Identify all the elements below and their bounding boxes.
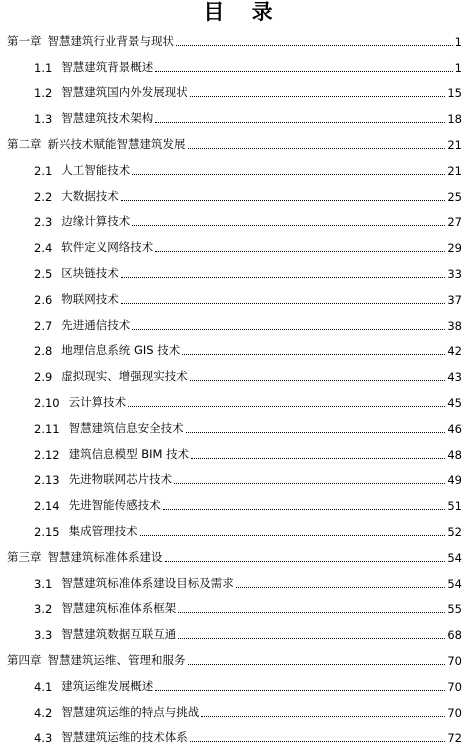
toc-page-number: 68 [447, 628, 462, 643]
toc-chapter-entry[interactable] [0, 131, 476, 157]
toc-entry-title: 边缘计算技术 [61, 214, 131, 229]
toc-section-entry[interactable] [0, 338, 476, 364]
toc-entry-number: 2.9 [34, 370, 53, 385]
toc-page-number: 45 [447, 395, 462, 410]
toc-entry-number: 2.10 [34, 395, 60, 410]
toc-entry-number: 2.8 [34, 344, 53, 359]
toc-page-number: 49 [447, 473, 462, 488]
toc-page-number: 70 [447, 679, 462, 694]
toc-dot-leader [190, 95, 446, 97]
toc-entry-number: 4.3 [34, 731, 53, 746]
toc-section-entry[interactable] [0, 183, 476, 209]
toc-entry-title: 智慧建筑标准体系建设目标及需求 [61, 575, 234, 590]
toc-title: 目 录 [203, 0, 283, 24]
toc-entry-number: 3.1 [34, 576, 53, 591]
toc-entry-number: 1.1 [34, 60, 53, 75]
toc-entry-title: 智慧建筑数据互联互通 [61, 627, 177, 642]
toc-entry-number: 2.13 [34, 473, 60, 488]
toc-entry-title: 智慧建筑标准体系框架 [61, 601, 177, 616]
toc-section-entry[interactable] [0, 286, 476, 312]
toc-entry-number: 第二章 [7, 136, 42, 151]
toc-entry-number: 1.3 [34, 112, 53, 127]
toc-page-number: 48 [447, 447, 462, 462]
toc-entry-number: 3.3 [34, 628, 53, 643]
toc-entry-number: 4.1 [34, 679, 53, 694]
toc-page-number: 33 [447, 266, 462, 281]
toc-entry-number: 4.2 [34, 705, 53, 720]
toc-section-entry[interactable] [0, 570, 476, 596]
toc-chapter-entry[interactable] [0, 28, 476, 54]
toc-entry-title: 智慧建筑标准体系建设 [47, 549, 163, 564]
toc-entry-title: 先进物联网芯片技术 [68, 472, 173, 487]
toc-section-entry[interactable] [0, 441, 476, 467]
toc-section-entry[interactable] [0, 234, 476, 260]
toc-section-entry[interactable] [0, 518, 476, 544]
toc-section-entry[interactable] [0, 105, 476, 131]
toc-entry-number: 2.2 [34, 189, 53, 204]
toc-page-number: 25 [447, 189, 462, 204]
toc-dot-leader [201, 715, 445, 717]
toc-section-entry[interactable] [0, 596, 476, 622]
toc-entry-title: 云计算技术 [68, 394, 127, 409]
toc-page-number: 1 [454, 34, 462, 49]
toc-entry-number: 2.14 [34, 499, 60, 514]
toc-entry-number: 2.6 [34, 292, 53, 307]
toc-entry-number: 2.7 [34, 318, 53, 333]
toc-entry-number: 2.12 [34, 447, 60, 462]
toc-section-entry[interactable] [0, 80, 476, 106]
toc-page-number: 1 [454, 60, 462, 75]
toc-section-entry[interactable] [0, 699, 476, 725]
toc-section-entry[interactable] [0, 415, 476, 441]
toc-dot-leader [174, 482, 445, 484]
toc-dot-leader [155, 121, 445, 123]
toc-entry-title: 智慧建筑技术架构 [61, 111, 154, 126]
toc-dot-leader [165, 560, 446, 562]
toc-page-number: 51 [447, 499, 462, 514]
toc-dot-leader [155, 689, 445, 691]
toc-page-number: 27 [447, 215, 462, 230]
toc-page-number: 72 [447, 731, 462, 746]
toc-dot-leader [132, 224, 445, 226]
toc-dot-leader [121, 302, 446, 304]
toc-entry-title: 软件定义网络技术 [61, 240, 154, 255]
toc-dot-leader [191, 457, 445, 459]
toc-dot-leader [132, 173, 445, 175]
toc-entry-title: 虚拟现实、增强现实技术 [61, 369, 188, 384]
toc-entry-title: 建筑信息模型 BIM 技术 [68, 446, 190, 461]
toc-entry-title: 区块链技术 [61, 265, 119, 280]
toc-page-number: 21 [447, 137, 462, 152]
toc-section-entry[interactable] [0, 389, 476, 415]
toc-entry-title: 智慧建筑运维、管理和服务 [47, 652, 186, 667]
toc-page-number: 52 [447, 524, 462, 539]
toc-page-number: 42 [447, 344, 462, 359]
toc-page-number: 21 [447, 163, 462, 178]
toc-dot-leader [190, 379, 446, 381]
toc-dot-leader [121, 199, 446, 201]
toc-entry-number: 3.2 [34, 602, 53, 617]
toc-dot-leader [236, 586, 446, 588]
toc-section-entry[interactable] [0, 312, 476, 338]
toc-entry-title: 智慧建筑运维的技术体系 [61, 730, 188, 745]
toc-entry-number: 2.11 [34, 421, 60, 436]
toc-entry-number: 2.4 [34, 241, 53, 256]
toc-dot-leader [190, 740, 446, 742]
toc-dot-leader [140, 534, 446, 536]
toc-section-entry[interactable] [0, 492, 476, 518]
toc-section-entry[interactable] [0, 621, 476, 647]
toc-section-entry[interactable] [0, 467, 476, 493]
toc-list [0, 28, 476, 750]
toc-page-number: 38 [447, 318, 462, 333]
toc-entry-number: 2.5 [34, 266, 53, 281]
toc-entry-number: 第一章 [7, 33, 42, 48]
toc-dot-leader [128, 405, 445, 407]
toc-entry-title: 智慧建筑背景概述 [61, 59, 154, 74]
toc-entry-title: 智慧建筑运维的特点与挑战 [61, 704, 200, 719]
toc-page-number: 15 [447, 86, 462, 101]
toc-entry-number: 2.3 [34, 215, 53, 230]
toc-section-entry[interactable] [0, 673, 476, 699]
toc-page-number: 70 [447, 705, 462, 720]
toc-dot-leader [155, 250, 445, 252]
toc-section-entry[interactable] [0, 725, 476, 750]
toc-page-number: 54 [447, 576, 462, 591]
toc-dot-leader [121, 276, 446, 278]
toc-section-entry[interactable] [0, 209, 476, 235]
toc-dot-leader [188, 147, 446, 149]
toc-page-number: 54 [447, 550, 462, 565]
toc-dot-leader [186, 431, 446, 433]
toc-page-number: 18 [447, 112, 462, 127]
toc-page-number: 55 [447, 602, 462, 617]
toc-entry-title: 物联网技术 [61, 291, 119, 306]
toc-dot-leader [163, 508, 446, 510]
toc-dot-leader [182, 353, 445, 355]
toc-entry-title: 地理信息系统 GIS 技术 [61, 343, 181, 358]
toc-entry-number: 2.15 [34, 524, 60, 539]
toc-entry-title: 先进通信技术 [61, 317, 131, 332]
toc-entry-title: 智慧建筑国内外发展现状 [61, 85, 188, 100]
toc-chapter-entry[interactable] [0, 647, 476, 673]
toc-page-number: 46 [447, 421, 462, 436]
toc-dot-leader [178, 637, 445, 639]
toc-page-number: 37 [447, 292, 462, 307]
toc-dot-leader [176, 44, 453, 46]
toc-entry-title: 人工智能技术 [61, 162, 131, 177]
toc-entry-title: 智慧建筑行业背景与现状 [47, 33, 174, 48]
toc-entry-number: 2.1 [34, 163, 53, 178]
toc-entry-title: 新兴技术赋能智慧建筑发展 [47, 136, 186, 151]
toc-entry-title: 智慧建筑信息安全技术 [68, 420, 184, 435]
toc-section-entry[interactable] [0, 363, 476, 389]
toc-dot-leader [178, 611, 445, 613]
toc-entry-title: 大数据技术 [61, 188, 119, 203]
toc-entry-title: 先进智能传感技术 [68, 498, 161, 513]
toc-chapter-entry[interactable] [0, 544, 476, 570]
toc-dot-leader [132, 328, 445, 330]
toc-section-entry[interactable] [0, 260, 476, 286]
toc-page-number: 29 [447, 241, 462, 256]
toc-page-number: 43 [447, 370, 462, 385]
toc-entry-title: 建筑运维发展概述 [61, 678, 154, 693]
toc-entry-number: 第四章 [7, 652, 42, 667]
toc-dot-leader [188, 663, 446, 665]
toc-page-number: 70 [447, 653, 462, 668]
toc-section-entry[interactable] [0, 54, 476, 80]
toc-dot-leader [155, 70, 452, 72]
toc-entry-number: 第三章 [7, 549, 42, 564]
toc-section-entry[interactable] [0, 157, 476, 183]
toc-entry-number: 1.2 [34, 86, 53, 101]
toc-entry-title: 集成管理技术 [68, 523, 138, 538]
